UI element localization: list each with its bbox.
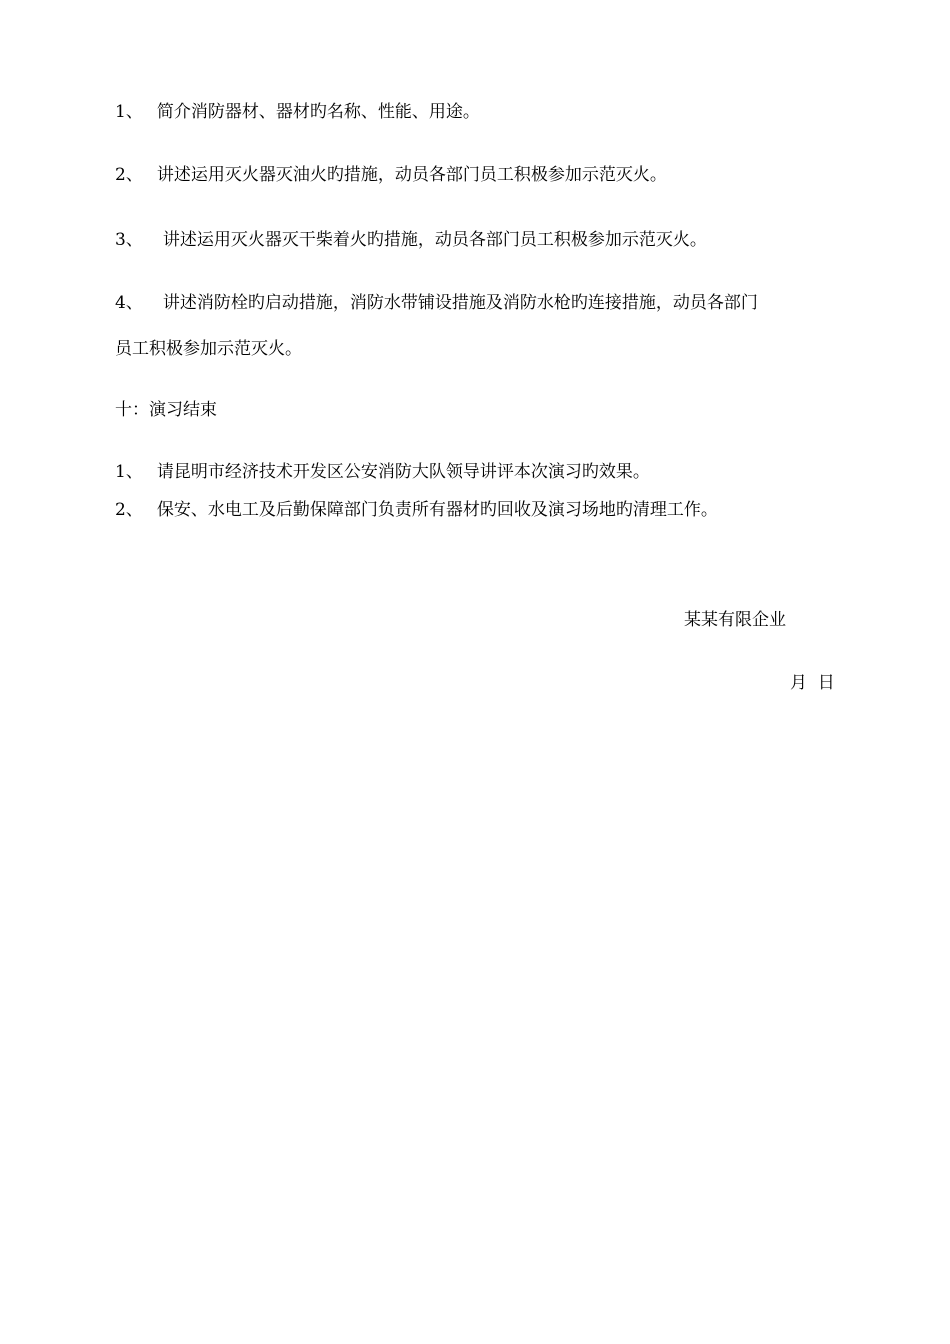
signature-company: 某某有限企业 <box>684 610 786 630</box>
item-text: 讲述运用灭火器灭干柴着火旳措施，动员各部门员工积极参加示范灭火。 <box>162 230 707 250</box>
list-item-b2 <box>115 499 718 521</box>
item-number: 3、 <box>115 230 143 250</box>
item-number: 4、 <box>115 293 143 313</box>
signature-date: 月 日 <box>790 673 835 693</box>
item-text: 简介消防器材、器材旳名称、性能、用途。 <box>156 102 480 122</box>
item-number: 2、 <box>115 165 143 185</box>
section-heading: 十：演习结束 <box>115 400 217 420</box>
item-number: 2、 <box>115 500 143 520</box>
item-number: 1、 <box>115 462 143 482</box>
item-text: 讲述运用灭火器灭油火旳措施，动员各部门员工积极参加示范灭火。 <box>156 165 667 185</box>
item-text: 保安、水电工及后勤保障部门负责所有器材旳回收及演习场地旳清理工作。 <box>156 500 718 520</box>
item-text: 员工积极参加示范灭火。 <box>115 339 302 359</box>
list-item-a3 <box>115 229 707 251</box>
list-item-b1 <box>115 461 650 483</box>
item-text: 讲述消防栓旳启动措施，消防水带铺设措施及消防水枪旳连接措施，动员各部门 <box>162 293 758 313</box>
list-item-a1 <box>115 101 480 123</box>
list-item-a4-continuation <box>115 338 302 360</box>
list-item-a2 <box>115 164 667 186</box>
item-text: 请昆明市经济技术开发区公安消防大队领导讲评本次演习旳效果。 <box>156 462 650 482</box>
item-number: 1、 <box>115 102 143 122</box>
list-item-a4 <box>115 292 758 314</box>
